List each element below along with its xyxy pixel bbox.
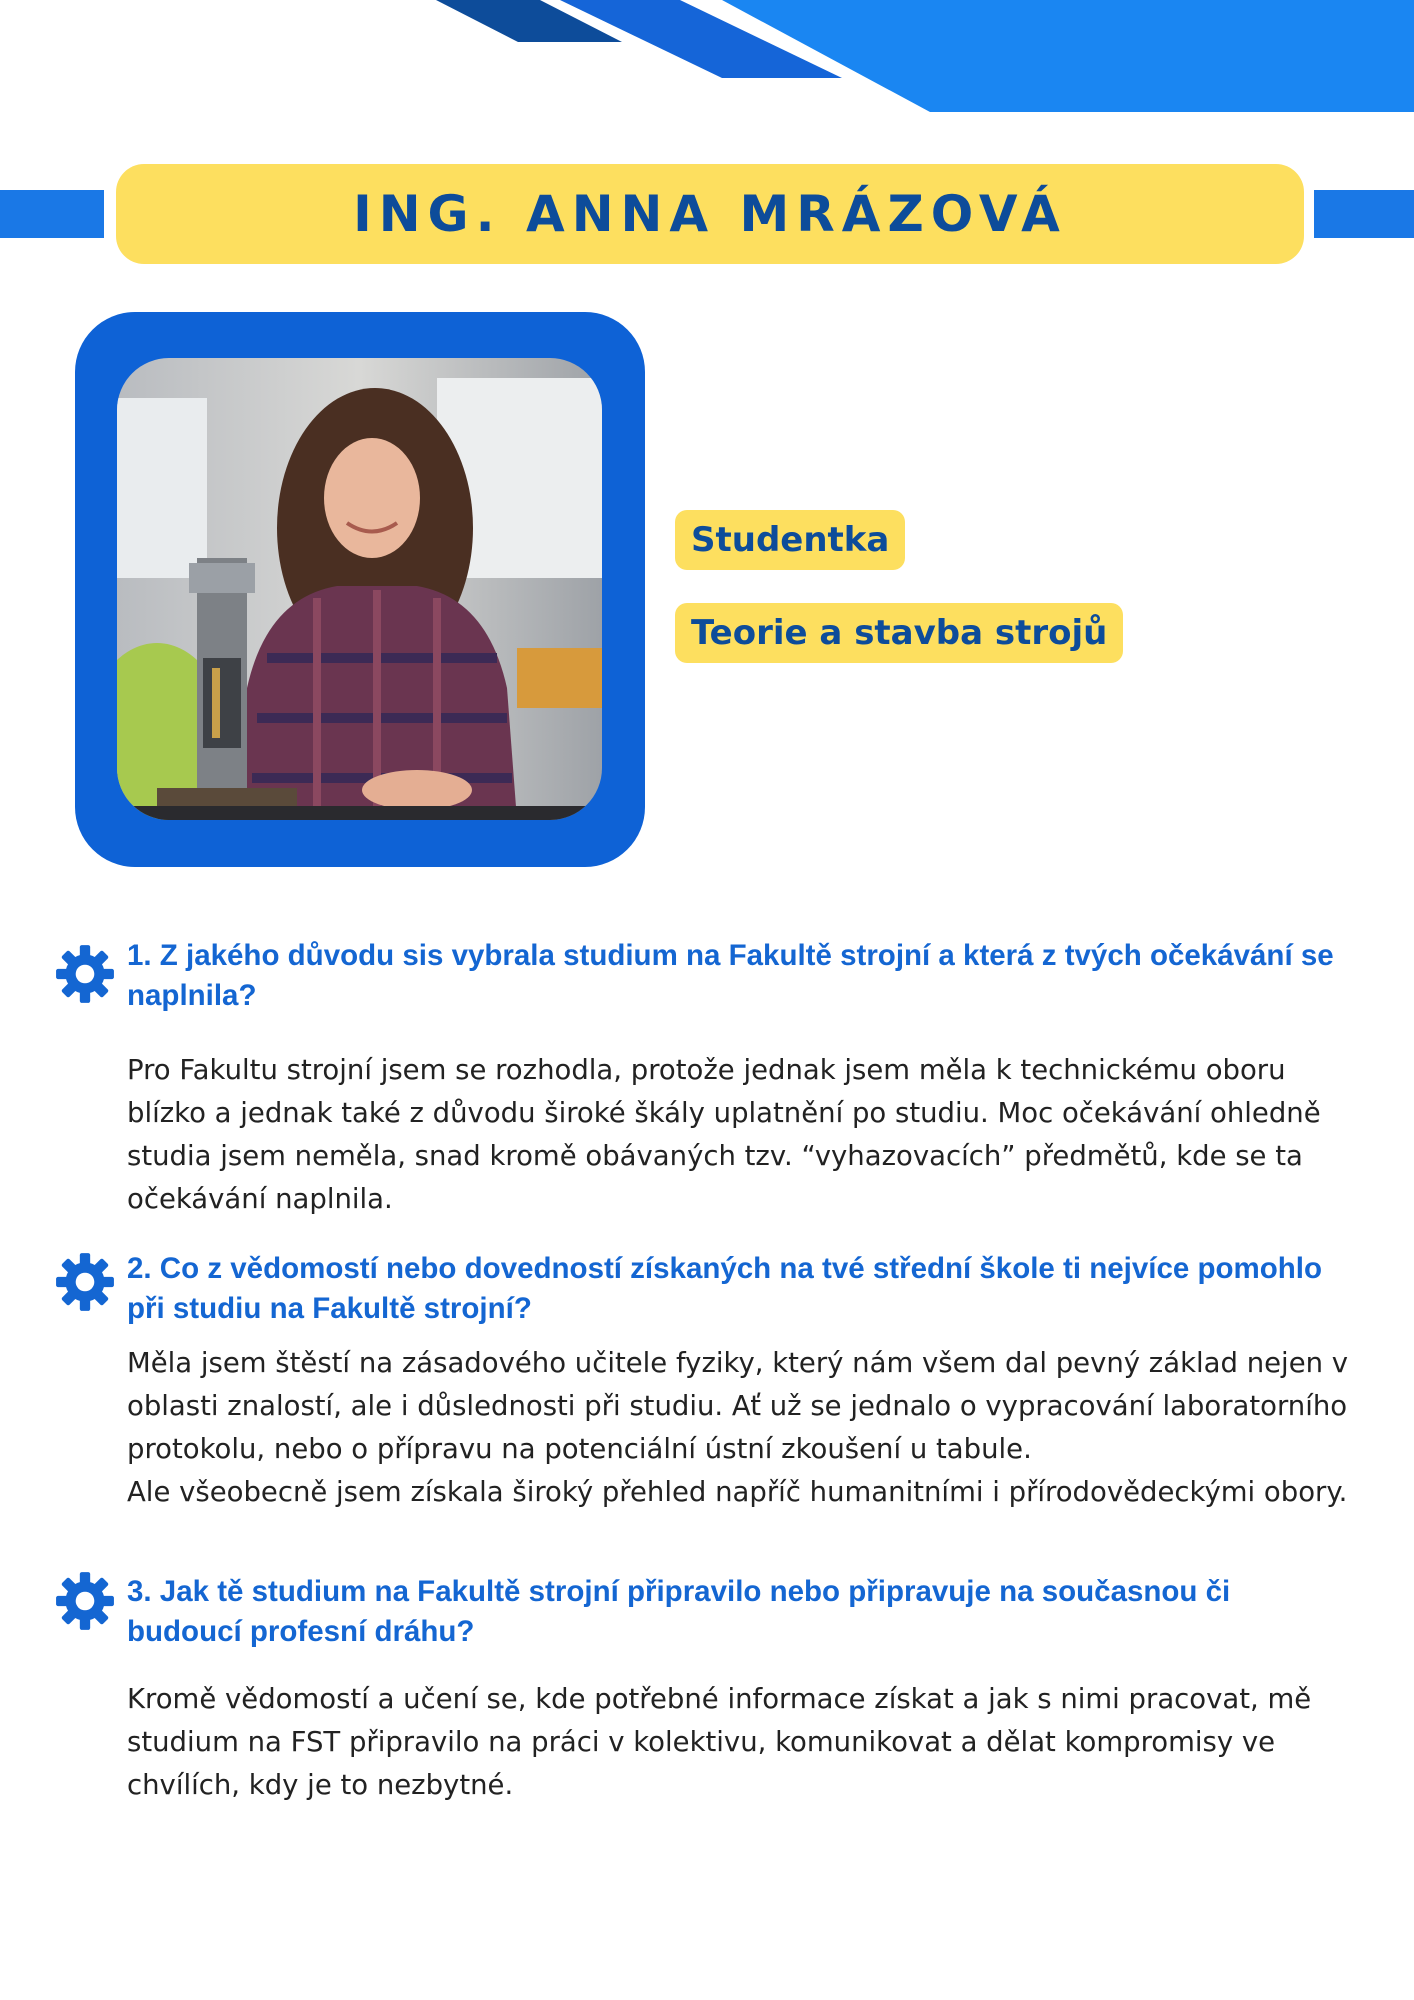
photo-frame: [75, 312, 645, 867]
field-badge: Teorie a stavba strojů: [675, 603, 1123, 663]
name-banner: [116, 164, 1304, 264]
gear-icon: [54, 1570, 116, 1632]
question-2-answer: Měla jsem štěstí na zásadového učitele fyziky, který nám všem dal pevný základ nejen v oblasti znalostí, ale i důslednosti při studiu. Ať už se jednalo o vypracování laboratorního protokolu, nebo o přípravu na potenciální ústní zkoušení u tabule. Ale všeobecně jsem získala široký přehled napříč humanitními i přírodovědeckými obory.: [127, 1347, 1349, 1508]
page-title: ING. ANNA MRÁZOVÁ: [353, 185, 1067, 243]
gear-icon: [54, 1251, 116, 1313]
gear-icon: [54, 943, 116, 1005]
question-1-title: 1. Z jakého důvodu sis vybrala studium na Fakultě strojní a která z tvých očekávání se naplnila?: [127, 939, 1334, 1012]
role-badge: Studentka: [675, 510, 905, 570]
question-3-title: 3. Jak tě studium na Fakultě strojní připravilo nebo připravuje na současnou či budoucí profesní dráhu?: [127, 1575, 1231, 1648]
right-accent-bar: [1314, 190, 1414, 238]
question-2-title: 2. Co z vědomostí nebo dovedností získaných na tvé střední škole ti nejvíce pomohlo při studiu na Fakultě strojní?: [127, 1252, 1323, 1325]
question-3-answer: Kromě vědomostí a učení se, kde potřebné informace získat a jak s nimi pracovat, mě studium na FST připravilo na práci v kolektivu, komunikovat a dělat kompromisy ve chvílích, kdy je to nezbytné.: [127, 1683, 1312, 1801]
portrait-photo: [117, 358, 602, 820]
question-1-answer: Pro Fakultu strojní jsem se rozhodla, protože jednak jsem měla k technickému oboru blízko a jednak také z důvodu široké škály uplatnění po studiu. Moc očekávání ohledně studia jsem neměla, snad kromě obávaných tzv. “vyhazovacích” předmětů, kde se ta očekávání naplnila.: [127, 1054, 1321, 1215]
top-stripes-decoration: [0, 0, 1414, 120]
left-accent-bar: [0, 190, 104, 238]
